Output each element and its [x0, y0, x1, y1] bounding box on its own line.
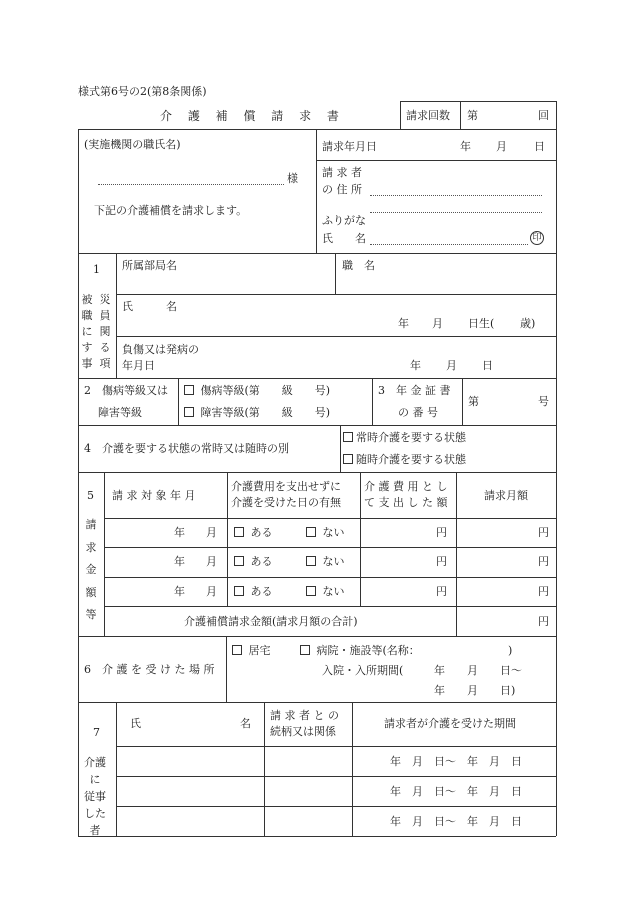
furigana-label: ふりがな — [322, 214, 366, 227]
claimant-address-label-2: の 住 所 — [322, 183, 362, 196]
row1-expense-yen[interactable]: 円 — [436, 526, 447, 539]
col-expense-2: て 支 出 し た 額 — [364, 496, 448, 509]
constant-care-checkbox[interactable] — [343, 432, 353, 442]
care-period-header: 請求者が介護を受けた期間 — [384, 717, 516, 730]
constant-care-option[interactable]: 常時介護を要する状態 — [343, 432, 466, 443]
disability-grade-option[interactable]: 障害等級(第 級 号) — [184, 407, 330, 418]
job-label: 職 名 — [342, 259, 375, 272]
agency-name-line[interactable] — [98, 184, 284, 185]
section5-vertical-label: 請 求 金 額 等 — [85, 518, 97, 622]
seal-icon: 印 — [530, 231, 544, 245]
care-period-row3[interactable]: 年 月 日〜 年 月 日 — [390, 815, 522, 828]
relationship-label-2: 続柄又は関係 — [270, 725, 336, 738]
caregiver-name-right: 名 — [240, 717, 251, 730]
section4-label: 4 介護を要する状態の常時又は随時の別 — [84, 442, 289, 455]
section3-label-1: 3 年 金 証 書 — [378, 384, 451, 397]
row3-yes-option[interactable]: ある — [234, 586, 273, 597]
form-title: 介 護 補 償 請 求 書 — [160, 109, 345, 123]
claim-count-label: 請求回数 — [406, 109, 450, 122]
care-period-row1[interactable]: 年 月 日〜 年 月 日 — [390, 755, 522, 768]
row3-year[interactable]: 年 — [174, 585, 185, 598]
section5-number: 5 — [87, 489, 94, 502]
claim-count-suffix[interactable]: 回 — [538, 109, 549, 122]
admission-period-from[interactable]: 年 月 日〜 — [434, 664, 522, 677]
col-care-days-1: 介護費用を支出せずに — [231, 480, 341, 493]
caregiver-name-left: 氏 — [130, 717, 141, 730]
section1-number: 1 — [93, 263, 100, 276]
claim-date-label: 請求年月日 — [322, 140, 377, 153]
occasional-care-option[interactable]: 随時介護を要する状態 — [343, 454, 466, 465]
injury-day[interactable]: 日 — [482, 359, 493, 372]
claim-date-day[interactable]: 日 — [534, 140, 545, 153]
birth-age[interactable]: 歳) — [520, 317, 536, 330]
section3-label-2: の 番 号 — [398, 406, 438, 419]
claimant-name-line[interactable] — [370, 244, 528, 245]
victim-name-label: 氏 名 — [122, 300, 177, 313]
col-care-days-2: 介護を受けた日の有無 — [231, 496, 341, 509]
admission-period-label: 入院・入所期間( — [322, 664, 404, 677]
claimant-address-line-2[interactable] — [370, 212, 542, 213]
home-checkbox[interactable] — [232, 645, 242, 655]
injury-year[interactable]: 年 — [410, 359, 421, 372]
agency-label: (実施機関の職氏名) — [84, 138, 181, 151]
section1-vertical-label-col2: 災 員 関 る 項 — [99, 293, 111, 370]
claimant-name-label: 氏 名 — [322, 232, 366, 245]
col-target-month: 請 求 対 象 年 月 — [112, 489, 196, 502]
claim-count-prefix: 第 — [467, 109, 478, 122]
claim-date-month[interactable]: 月 — [496, 140, 507, 153]
row2-year[interactable]: 年 — [174, 555, 185, 568]
request-text: 下記の介護補償を請求します。 — [94, 204, 248, 217]
row1-no-option[interactable]: ない — [306, 527, 345, 538]
injury-month[interactable]: 月 — [446, 359, 457, 372]
injury-date-label-1: 負傷又は発病の — [122, 343, 199, 356]
total-claim-label: 介護補償請求金額(請求月額の合計) — [184, 615, 358, 628]
hospital-close: ) — [508, 644, 513, 657]
claimant-address-label-1: 請 求 者 — [322, 166, 362, 179]
section7-vertical-label: 介護 に 従事 した者 — [84, 756, 106, 838]
row2-yes-option[interactable]: ある — [234, 556, 273, 567]
section1-vertical-label: 被 職 に す 事 — [81, 293, 93, 370]
sama-label: 様 — [287, 172, 298, 185]
admission-period-to[interactable]: 年 月 日) — [434, 684, 516, 697]
row2-no-option[interactable]: ない — [306, 556, 345, 567]
home-option[interactable]: 居宅 — [232, 645, 271, 656]
row1-yes-option[interactable]: ある — [234, 527, 273, 538]
row1-claim-yen[interactable]: 円 — [538, 526, 549, 539]
row3-no-option[interactable]: ない — [306, 586, 345, 597]
birth-month[interactable]: 月 — [432, 317, 443, 330]
row3-expense-yen[interactable]: 円 — [436, 585, 447, 598]
injury-grade-checkbox[interactable] — [184, 385, 194, 395]
section2-label-2: 障害等級 — [98, 406, 142, 419]
hospital-option[interactable]: 病院・施設等(名称： — [300, 645, 420, 656]
row2-month[interactable]: 月 — [206, 555, 217, 568]
relationship-label-1: 請 求 者 と の — [270, 709, 339, 722]
row1-month[interactable]: 月 — [206, 526, 217, 539]
injury-date-label-2: 年月日 — [122, 359, 155, 372]
section2-label-1: 2 傷病等級又は — [84, 384, 168, 397]
care-period-row2[interactable]: 年 月 日〜 年 月 日 — [390, 785, 522, 798]
certificate-suffix[interactable]: 号 — [538, 395, 549, 408]
claimant-address-line-1[interactable] — [370, 195, 542, 196]
birth-year[interactable]: 年 — [398, 317, 409, 330]
injury-grade-option[interactable]: 傷病等級(第 級 号) — [184, 385, 330, 396]
dept-label: 所属部局名 — [122, 259, 177, 272]
form-reference: 様式第6号の2(第8条関係) — [78, 85, 207, 98]
row3-month[interactable]: 月 — [206, 585, 217, 598]
occasional-care-checkbox[interactable] — [343, 454, 353, 464]
disability-grade-checkbox[interactable] — [184, 407, 194, 417]
total-claim-yen[interactable]: 円 — [538, 615, 549, 628]
hospital-checkbox[interactable] — [300, 645, 310, 655]
row3-claim-yen[interactable]: 円 — [538, 585, 549, 598]
certificate-prefix: 第 — [468, 395, 479, 408]
col-monthly-claim: 請求月額 — [484, 489, 528, 502]
row1-year[interactable]: 年 — [174, 526, 185, 539]
col-expense-1: 介 護 費 用 と し — [364, 480, 448, 493]
section7-number: 7 — [93, 726, 100, 739]
birth-day[interactable]: 日生( — [468, 317, 495, 330]
row2-expense-yen[interactable]: 円 — [436, 555, 447, 568]
row2-claim-yen[interactable]: 円 — [538, 555, 549, 568]
claim-date-year[interactable]: 年 — [460, 140, 471, 153]
section6-label: 6 介 護 を 受 け た 場 所 — [84, 663, 215, 676]
